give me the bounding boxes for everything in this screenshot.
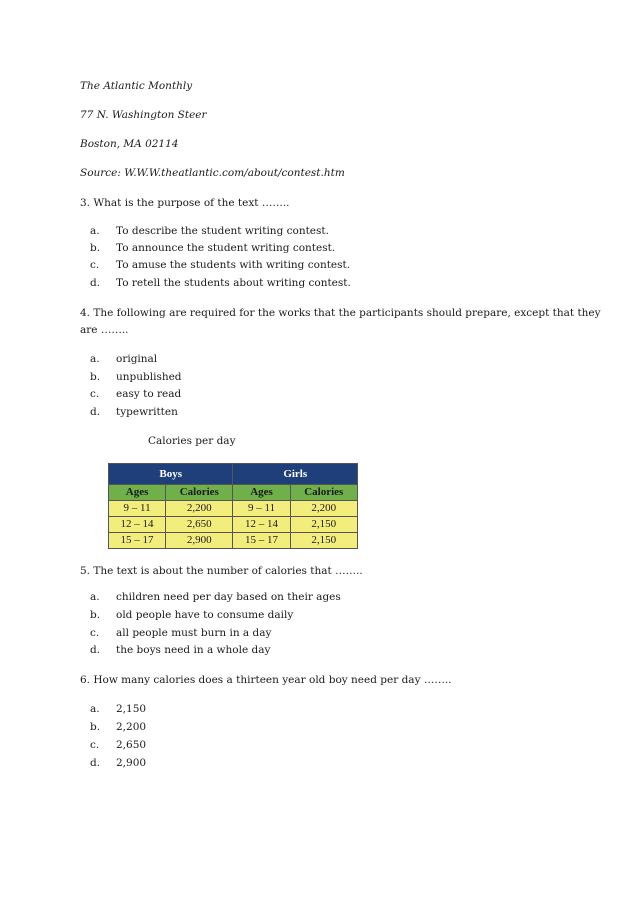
option-text: To describe the student writing contest. — [116, 225, 329, 237]
table-cell: 2,150 — [290, 533, 357, 549]
option-letter: a. — [90, 225, 100, 237]
q4-option-b — [90, 370, 182, 384]
group-header-boys: Boys — [109, 464, 233, 485]
option-text: To amuse the students with writing contest. — [116, 259, 351, 271]
question-5: 5. The text is about the number of calories that …….. — [80, 565, 363, 577]
table-caption: Calories per day — [148, 435, 236, 447]
table-cell: 2,150 — [290, 517, 357, 533]
option-text: 2,900 — [116, 757, 147, 769]
option-letter: a. — [90, 703, 100, 715]
option-letter: d. — [90, 644, 101, 656]
group-header-girls: Girls — [233, 464, 358, 485]
q6-option-b — [90, 720, 146, 734]
col-header-ages: Ages — [233, 485, 290, 501]
option-text: children need per day based on their ages — [116, 591, 341, 603]
q4-option-c — [90, 387, 181, 401]
table-cell: 12 – 14 — [233, 517, 290, 533]
option-letter: d. — [90, 406, 101, 418]
q3-option-a — [90, 224, 329, 238]
table-cell: 2,200 — [166, 501, 233, 517]
source-line: Source: W.W.W.theatlantic.com/about/contest.htm — [80, 167, 345, 179]
publication-name: The Atlantic Monthly — [80, 80, 193, 92]
option-letter: b. — [90, 242, 101, 254]
question-4-line-1: 4. The following are required for the works that the participants should prepare, except that they — [80, 307, 601, 319]
option-letter: c. — [90, 388, 100, 400]
question-6: 6. How many calories does a thirteen year old boy need per day …….. — [80, 674, 452, 686]
option-text: the boys need in a whole day — [116, 644, 271, 656]
option-letter: d. — [90, 277, 101, 289]
option-text: To retell the students about writing contest. — [116, 277, 351, 289]
table-row — [109, 517, 358, 533]
q5-option-d — [90, 643, 270, 657]
option-letter: d. — [90, 757, 101, 769]
q3-option-b — [90, 241, 335, 255]
table-cell: 2,900 — [166, 533, 233, 549]
q5-option-c — [90, 626, 271, 640]
table-cell: 12 – 14 — [109, 517, 166, 533]
option-letter: c. — [90, 259, 100, 271]
q6-option-c — [90, 738, 146, 752]
calories-table — [108, 463, 358, 549]
table-cell: 15 – 17 — [109, 533, 166, 549]
q3-option-c — [90, 258, 350, 272]
table-row — [109, 533, 358, 549]
option-letter: b. — [90, 721, 101, 733]
option-letter: b. — [90, 609, 101, 621]
q5-option-b — [90, 608, 293, 622]
table-row — [109, 501, 358, 517]
option-text: all people must burn in a day — [116, 627, 272, 639]
q5-option-a — [90, 590, 341, 604]
option-letter: a. — [90, 591, 100, 603]
q4-option-a — [90, 352, 157, 366]
option-letter: b. — [90, 371, 101, 383]
question-4-line-2: are …….. — [80, 324, 129, 336]
option-text: original — [116, 353, 158, 365]
option-text: 2,650 — [116, 739, 147, 751]
option-text: To announce the student writing contest. — [116, 242, 336, 254]
option-text: unpublished — [116, 371, 182, 383]
table-cell: 2,650 — [166, 517, 233, 533]
col-header-calories: Calories — [166, 485, 233, 501]
table-cell: 15 – 17 — [233, 533, 290, 549]
q6-option-d — [90, 756, 146, 770]
question-3: 3. What is the purpose of the text …….. — [80, 197, 290, 209]
option-text: 2,150 — [116, 703, 147, 715]
col-header-calories: Calories — [290, 485, 357, 501]
table-cell: 9 – 11 — [109, 501, 166, 517]
option-letter: a. — [90, 353, 100, 365]
table-cell: 2,200 — [290, 501, 357, 517]
option-text: easy to read — [116, 388, 182, 400]
q4-option-d — [90, 405, 178, 419]
address-line-2: Boston, MA 02114 — [80, 138, 179, 150]
col-header-ages: Ages — [109, 485, 166, 501]
q6-option-a — [90, 702, 146, 716]
option-letter: c. — [90, 739, 100, 751]
option-letter: c. — [90, 627, 100, 639]
option-text: 2,200 — [116, 721, 147, 733]
option-text: old people have to consume daily — [116, 609, 294, 621]
address-line-1: 77 N. Washington Steer — [80, 109, 207, 121]
table-cell: 9 – 11 — [233, 501, 290, 517]
option-text: typewritten — [116, 406, 178, 418]
q3-option-d — [90, 276, 351, 290]
